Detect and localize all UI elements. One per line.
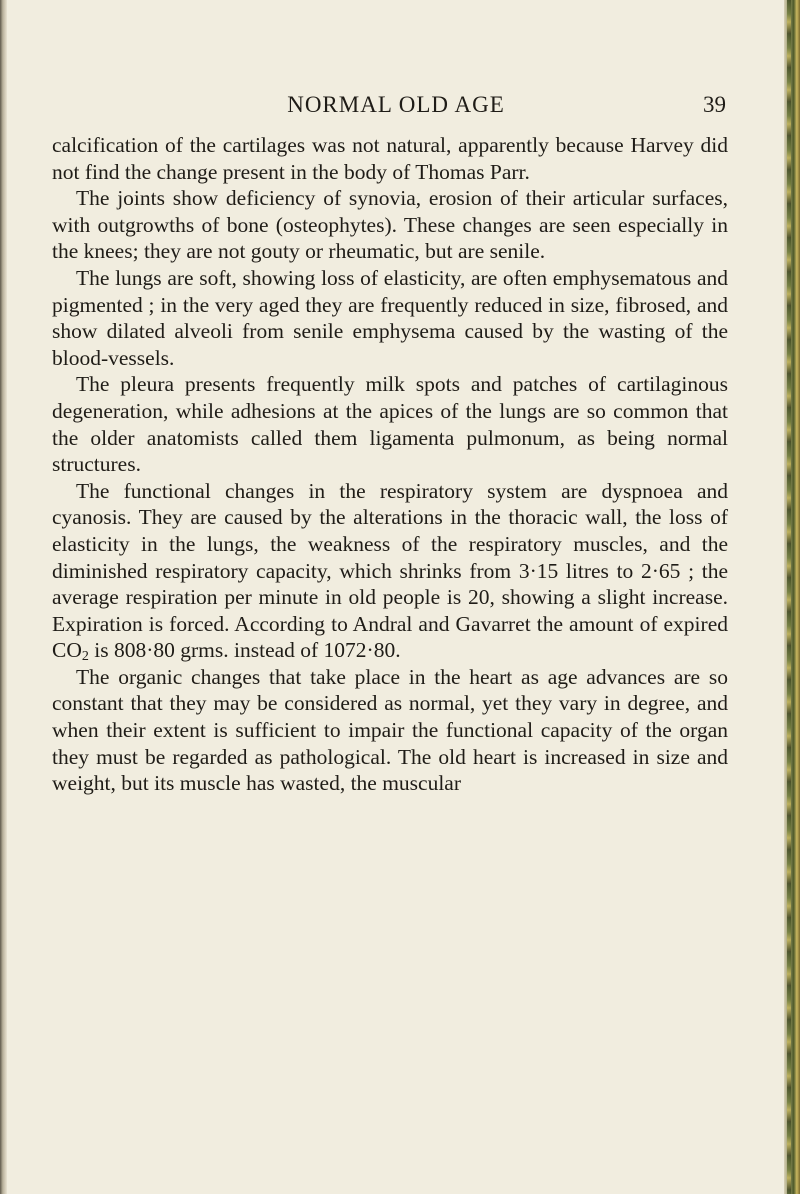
page-edge-right <box>784 0 800 1194</box>
page-header <box>52 90 740 122</box>
paragraph-lungs: The lungs are soft, showing loss of elasticity, are often emphysematous and pigmented ; in the very aged they are frequently reduced in size, fibrosed, and show dilated alveoli from senile emphysema caused by the wasting of the blood-vessels. <box>52 265 728 370</box>
respiratory-text-before: The functional changes in the respiratory system are dyspnoea and cyanosis. They are caused by the alterations in the thoracic wall, the loss of elasticity in the lungs, the weakness of the respiratory muscles, and the diminished respiratory capacity, which shrinks from 3·15 litres to 2·65 ; the average respiration per minute in old people is 20, showing a slight increase. Expiration is forced. According to Andral and Gavarret the amount of expired CO <box>52 478 728 663</box>
page-number: 39 <box>703 92 726 117</box>
paragraph-respiratory <box>52 478 728 664</box>
body-text <box>52 132 728 797</box>
paragraph-cartilages: calcification of the cartilages was not natural, apparently because Harvey did not find the change present in the body of Thomas Parr. <box>52 133 728 184</box>
paragraph-heart: The organic changes that take place in the heart as age advances are so constant that they may be considered as normal, yet they vary in degree, and when their extent is sufficient to impair the functional capacity of the organ they must be regarded as pathological. The old heart is increased in size and weight, but its muscle has wasted, the muscular <box>52 664 728 796</box>
running-title: NORMAL OLD AGE <box>287 92 505 117</box>
page-edge-left <box>0 0 7 1194</box>
paragraph-pleura: The pleura presents frequently milk spots and patches of cartilaginous degeneration, while adhesions at the apices of the lungs are so common that the older anatomists called them ligamenta pulmonum, as being normal structures. <box>52 372 728 477</box>
co2-subscript: 2 <box>81 649 89 665</box>
paragraph-joints: The joints show deficiency of synovia, erosion of their articular surfaces, with outgrowths of bone (osteophytes). These changes are seen especially in the knees; they are not gouty or rheumatic, but are senile. <box>52 186 728 264</box>
respiratory-text-after: is 808·80 grms. instead of 1072·80. <box>88 638 401 663</box>
